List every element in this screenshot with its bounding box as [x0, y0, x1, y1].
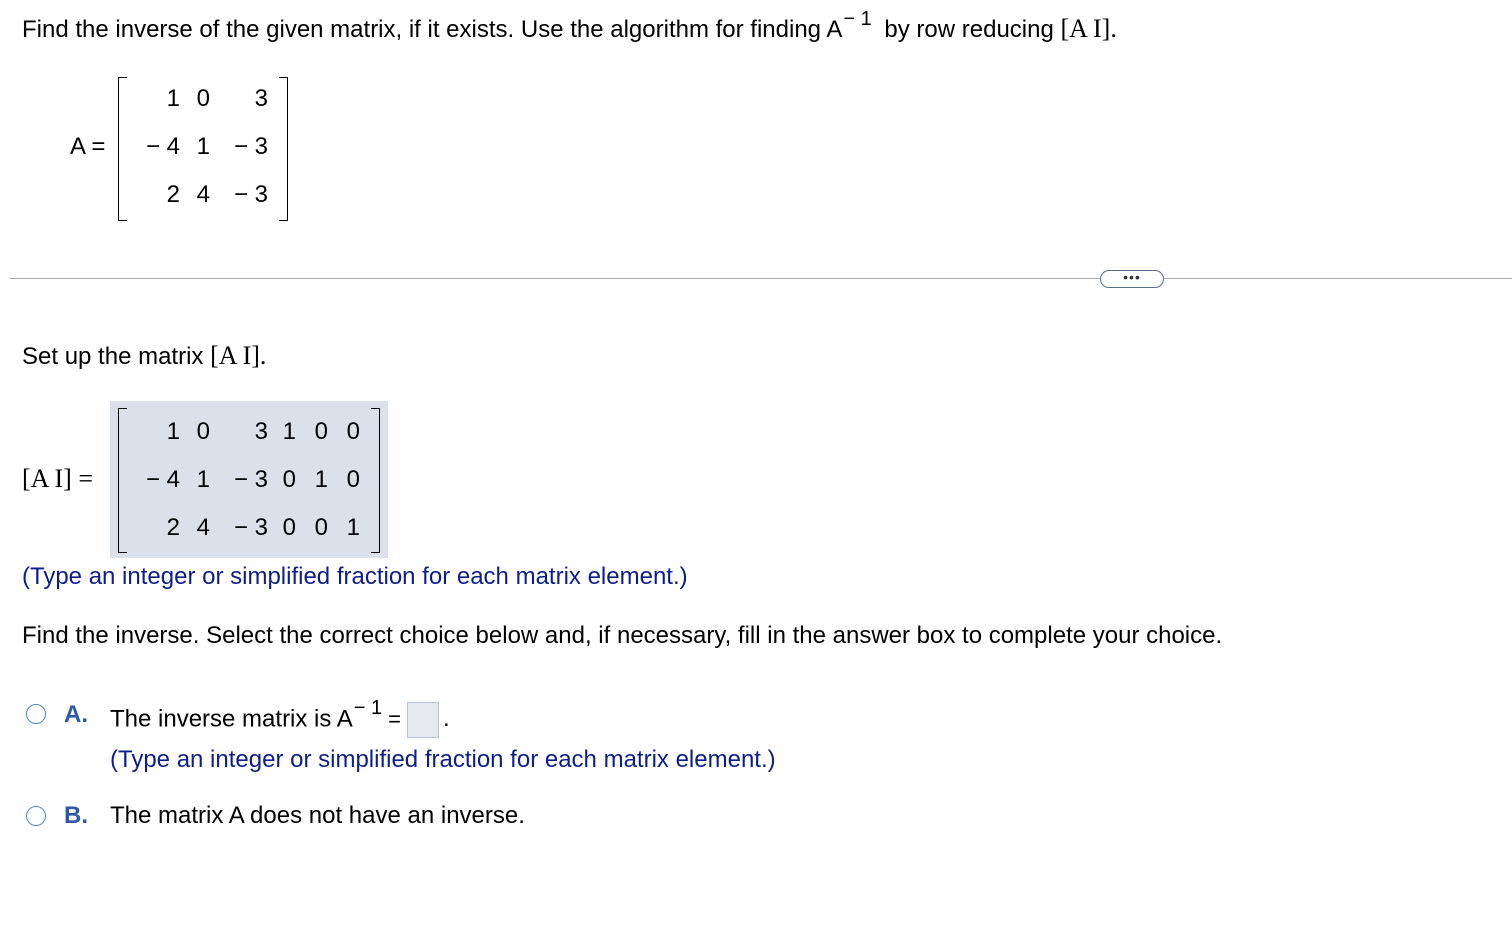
- choice-b-letter: B.: [64, 802, 88, 829]
- matrix-a: [140, 75, 268, 219]
- answer-input-box[interactable]: [407, 702, 439, 738]
- setup-prompt: [22, 341, 266, 371]
- matrix-cell: 0: [196, 418, 210, 445]
- instruction-text: Find the inverse. Select the correct choice below and, if necessary, fill in the answer box to complete your choice.: [22, 622, 1223, 649]
- matrix-row: [140, 75, 268, 123]
- choice-a-text: The inverse matrix is $A^{- 1}$ = .: [110, 702, 450, 738]
- matrix-cell: 1: [314, 466, 328, 493]
- matrix-cell: 0: [282, 514, 296, 541]
- matrix-cell: 0: [314, 514, 328, 541]
- setup-notation: [A I].: [210, 341, 267, 370]
- matrix-cell: 0: [196, 85, 210, 112]
- setup-hint: (Type an integer or simplified fraction for each matrix element.): [22, 563, 688, 590]
- matrix-cell: 1: [346, 514, 360, 541]
- matrix-cell: 4: [196, 181, 210, 208]
- matrix-cell: 0: [346, 418, 360, 445]
- matrix-cell: − 3: [233, 181, 268, 208]
- matrix-a-left-bracket: [118, 77, 127, 221]
- matrix-cell: 3: [254, 418, 268, 445]
- matrix-cell: 0: [314, 418, 328, 445]
- matrix-cell: 0: [282, 466, 296, 493]
- matrix-cell: 1: [282, 418, 296, 445]
- matrix-a-right-bracket: [279, 77, 288, 221]
- matrix-cell: 2: [166, 181, 180, 208]
- question-text-main: Find the inverse of the given matrix, if it exists. Use the algorithm for finding A: [22, 16, 843, 43]
- section-divider: [10, 278, 1512, 279]
- matrix-cell: 1: [196, 133, 210, 160]
- matrix-cell: 1: [196, 466, 210, 493]
- augmented-matrix-label: [A I] =: [22, 464, 93, 493]
- choice-a-letter: A.: [64, 701, 88, 728]
- matrix-cell: 1: [166, 418, 180, 445]
- show-more-button[interactable]: •••: [1100, 270, 1164, 288]
- matrix-cell: − 3: [233, 133, 268, 160]
- matrix-cell: − 4: [145, 466, 180, 493]
- augmented-left-bracket: [118, 408, 127, 553]
- setup-text: Set up the matrix: [22, 343, 204, 370]
- matrix-cell: 4: [196, 514, 210, 541]
- choice-a-equals: =: [388, 706, 401, 732]
- matrix-row: [140, 456, 360, 504]
- inverse-superscript: − 1: [843, 8, 872, 30]
- matrix-cell: − 4: [145, 133, 180, 160]
- matrix-cell: 3: [254, 85, 268, 112]
- matrix-cell: 2: [166, 514, 180, 541]
- choice-a-hint: (Type an integer or simplified fraction for each matrix element.): [110, 746, 776, 773]
- augmented-notation: [A I].: [1060, 14, 1117, 43]
- choice-b-text: The matrix A does not have an inverse.: [110, 802, 525, 829]
- choice-a-radio[interactable]: [26, 704, 46, 724]
- augmented-matrix: [140, 408, 360, 552]
- choice-a-label: The inverse matrix is A: [110, 705, 353, 733]
- matrix-row: [140, 408, 360, 456]
- choice-a-superscript: − 1: [353, 697, 383, 720]
- augmented-right-bracket: [371, 408, 380, 553]
- matrix-a-label: A =: [70, 133, 106, 160]
- matrix-row: [140, 123, 268, 171]
- question-text-tail: by row reducing: [884, 16, 1054, 43]
- matrix-cell: − 3: [233, 466, 268, 493]
- matrix-cell: − 3: [233, 514, 268, 541]
- choice-b-radio[interactable]: [26, 806, 46, 826]
- matrix-row: [140, 504, 360, 552]
- question-text: [22, 8, 1117, 44]
- matrix-cell: 1: [166, 85, 180, 112]
- matrix-cell: 0: [346, 466, 360, 493]
- matrix-row: [140, 171, 268, 219]
